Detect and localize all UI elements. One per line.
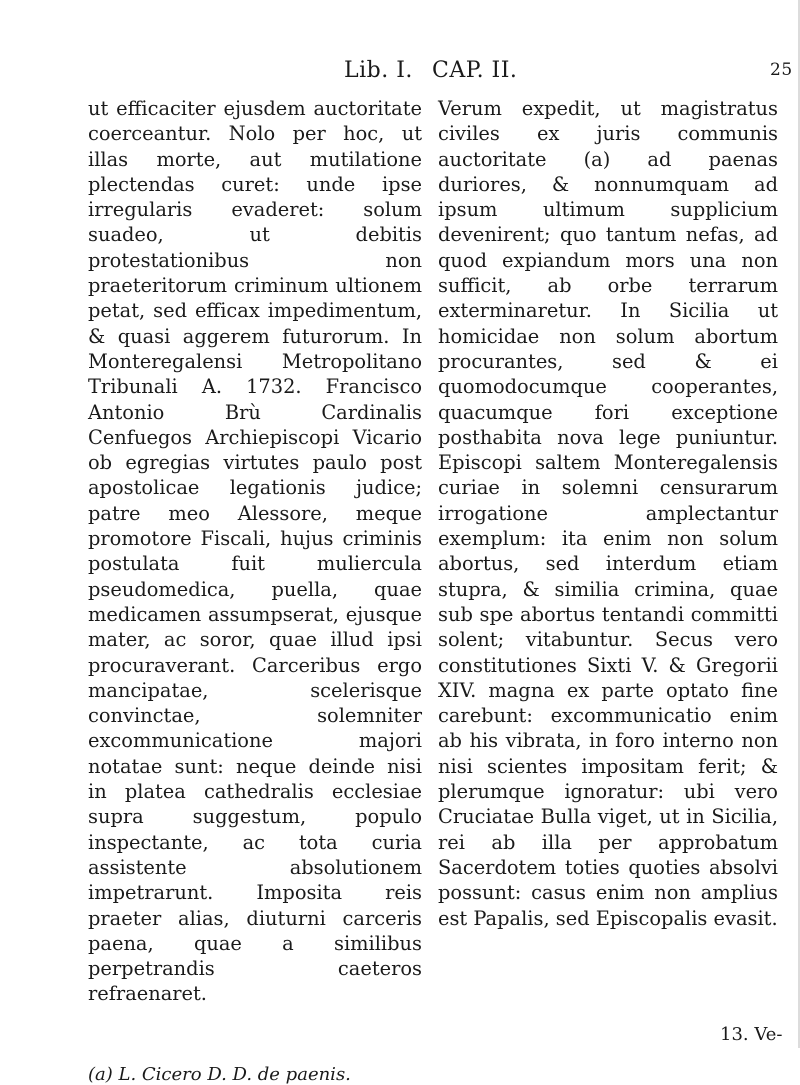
running-head-book: Lib. I. [344,58,413,83]
running-head-chapter: CAP. II. [432,58,518,83]
right-column [438,96,778,931]
right-column-text: Verum expedit, ut magistratus civiles ex juris communis auctoritate (a) ad paenas duriores, & nonnumquam ad ipsum ultimum supplicium devenirent; quo tantum nefas, ad quod expiandum mors una non sufficit, ab orbe terrarum exterminaretur. In Sicilia ut homicidae non solum abortum procurantes, sed & ei quomodocumque cooperantes, quacumque fori exceptione posthabita nova lege puniuntur. Episcopi saltem Monteregalensis curiae in solemni censurarum irrogatione amplectantur exemplum: ita enim non solum abortus, sed interdum etiam stupra, & similia crimina, quae sub spe abortus tentandi committi solent; vitabuntur. Secus vero constitutiones Sixti V. & Gregorii XIV. magna ex parte optato fine carebunt: excommunicatio enim ab his vibrata, in foro interno non nisi scientes impositam ferit; & plerumque ignoratur: ubi vero Cruciatae Bulla viget, ut in Sicilia, rei ab illa per approbatum Sacerdotem toties quoties absolvi possunt: casus enim non amplius est Papalis, sed Episcopalis evasit. [438,97,778,930]
footnote: (a) L. Cicero D. D. de paenis. [88,1064,351,1085]
catchword: 13. Ve- [720,1024,783,1045]
left-column [88,96,422,1007]
left-column-text: ut efficaciter ejusdem auctoritate coerceantur. Nolo per hoc, ut illas morte, aut mutilatione plectendas curet: unde ipse irregularis evaderet: solum suadeo, ut debitis protestationibus non praeteritorum criminum ultionem petat, sed efficax impedimentum, & quasi aggerem futurorum. In Monteregalensi Metropolitano Tribunali A. 1732. Francisco Antonio Brù Cardinalis Cenfuegos Archiepiscopi Vicario ob egregias virtutes paulo post apostolicae legationis judice; patre meo Alessore, meque promotore Fiscali, hujus criminis postulata fuit muliercula pseudomedica, puella, quae medicamen assumpserat, ejusque mater, ac soror, quae illud ipsi procuraverant. Carceribus ergo mancipatae, scelerisque convinctae, solemniter excommunicatione majori notatae sunt: neque deinde nisi in platea cathedralis ecclesiae supra suggestum, populo inspectante, ac tota curia assistente absolutionem impetrarunt. Imposita reis praeter alias, diuturni carceris paena, quae a similibus perpetrandis caeteros refraenaret. [88,97,422,1006]
running-head [0,58,800,88]
page-number: 25 [770,60,793,80]
